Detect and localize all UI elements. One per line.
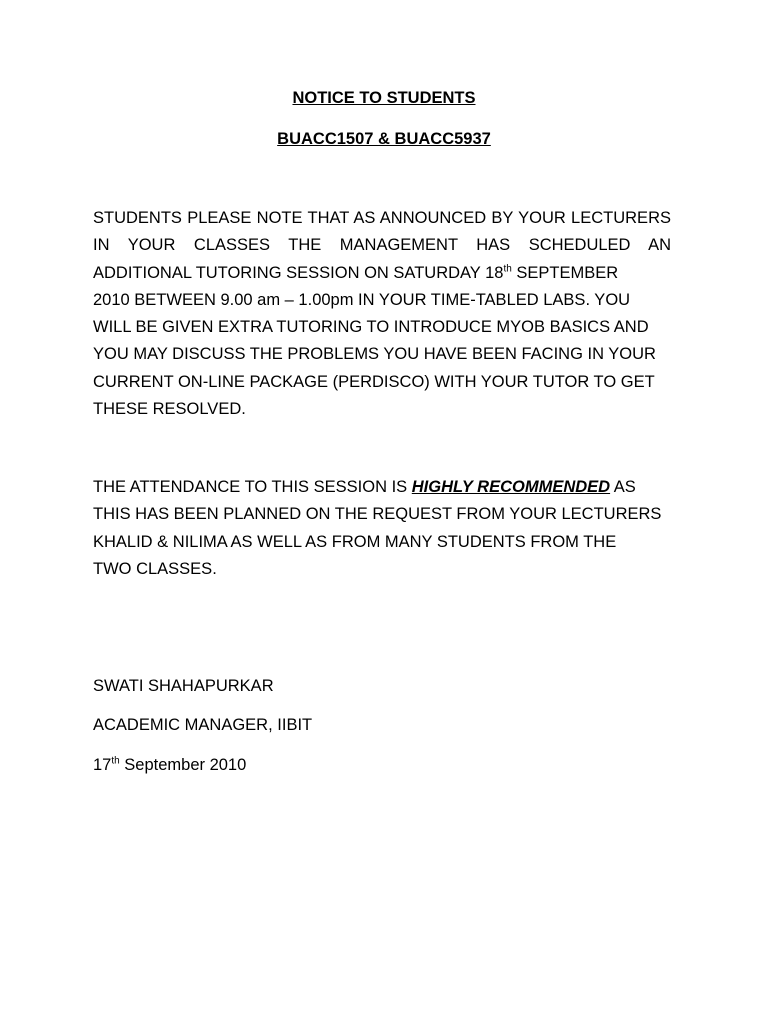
date-superscript: th [503, 263, 512, 275]
notice-date [93, 756, 246, 775]
date-day: 17 [93, 756, 112, 774]
paragraph-line: STUDENTS PLEASE NOTE THAT AS ANNOUNCED BY YOUR LECTURERS [93, 209, 671, 227]
paragraph-line [93, 474, 693, 501]
course-codes-heading: BUACC1507 & BUACC5937 [277, 130, 491, 148]
notice-title: NOTICE TO STUDENTS [292, 89, 476, 107]
emphasis-text: HIGHLY RECOMMENDED [411, 478, 611, 496]
date-rest: September 2010 [119, 756, 247, 774]
signatory-role: ACADEMIC MANAGER, IIBIT [93, 716, 313, 734]
attendance-paragraph [93, 474, 693, 583]
paragraph-line-text: AS [610, 478, 636, 496]
paragraph-line: THIS HAS BEEN PLANNED ON THE REQUEST FROM YOUR LECTURERS [93, 505, 662, 524]
paragraph-line-text: THE ATTENDANCE TO THIS SESSION IS [93, 478, 412, 496]
paragraph-line: 2010 BETWEEN 9.00 am – 1.00pm IN YOUR TIME-TABLED LABS. YOU [93, 290, 631, 309]
paragraph-line: CURRENT ON-LINE PACKAGE (PERDISCO) WITH YOUR TUTOR TO GET [93, 372, 655, 391]
paragraph-line [93, 260, 693, 287]
paragraph-line-text: IN YOUR CLASSES THE MANAGEMENT HAS SCHEDULED AN [93, 236, 671, 255]
paragraph-line: THESE RESOLVED. [93, 400, 246, 419]
paragraph-line: TWO CLASSES. [93, 559, 217, 578]
paragraph-line: KHALID & NILIMA AS WELL AS FROM MANY STUDENTS FROM THE [93, 532, 617, 551]
signatory-name: SWATI SHAHAPURKAR [93, 677, 274, 695]
announcement-paragraph [93, 205, 693, 423]
paragraph-line: WILL BE GIVEN EXTRA TUTORING TO INTRODUCE MYOB BASICS AND [93, 318, 649, 337]
paragraph-line-text: SEPTEMBER [511, 263, 619, 282]
paragraph-line-text: ADDITIONAL TUTORING SESSION ON SATURDAY 18 [93, 263, 504, 282]
paragraph-line: YOU MAY DISCUSS THE PROBLEMS YOU HAVE BEEN FACING IN YOUR [93, 345, 656, 364]
paragraph-line [93, 232, 671, 259]
date-superscript: th [111, 755, 120, 767]
